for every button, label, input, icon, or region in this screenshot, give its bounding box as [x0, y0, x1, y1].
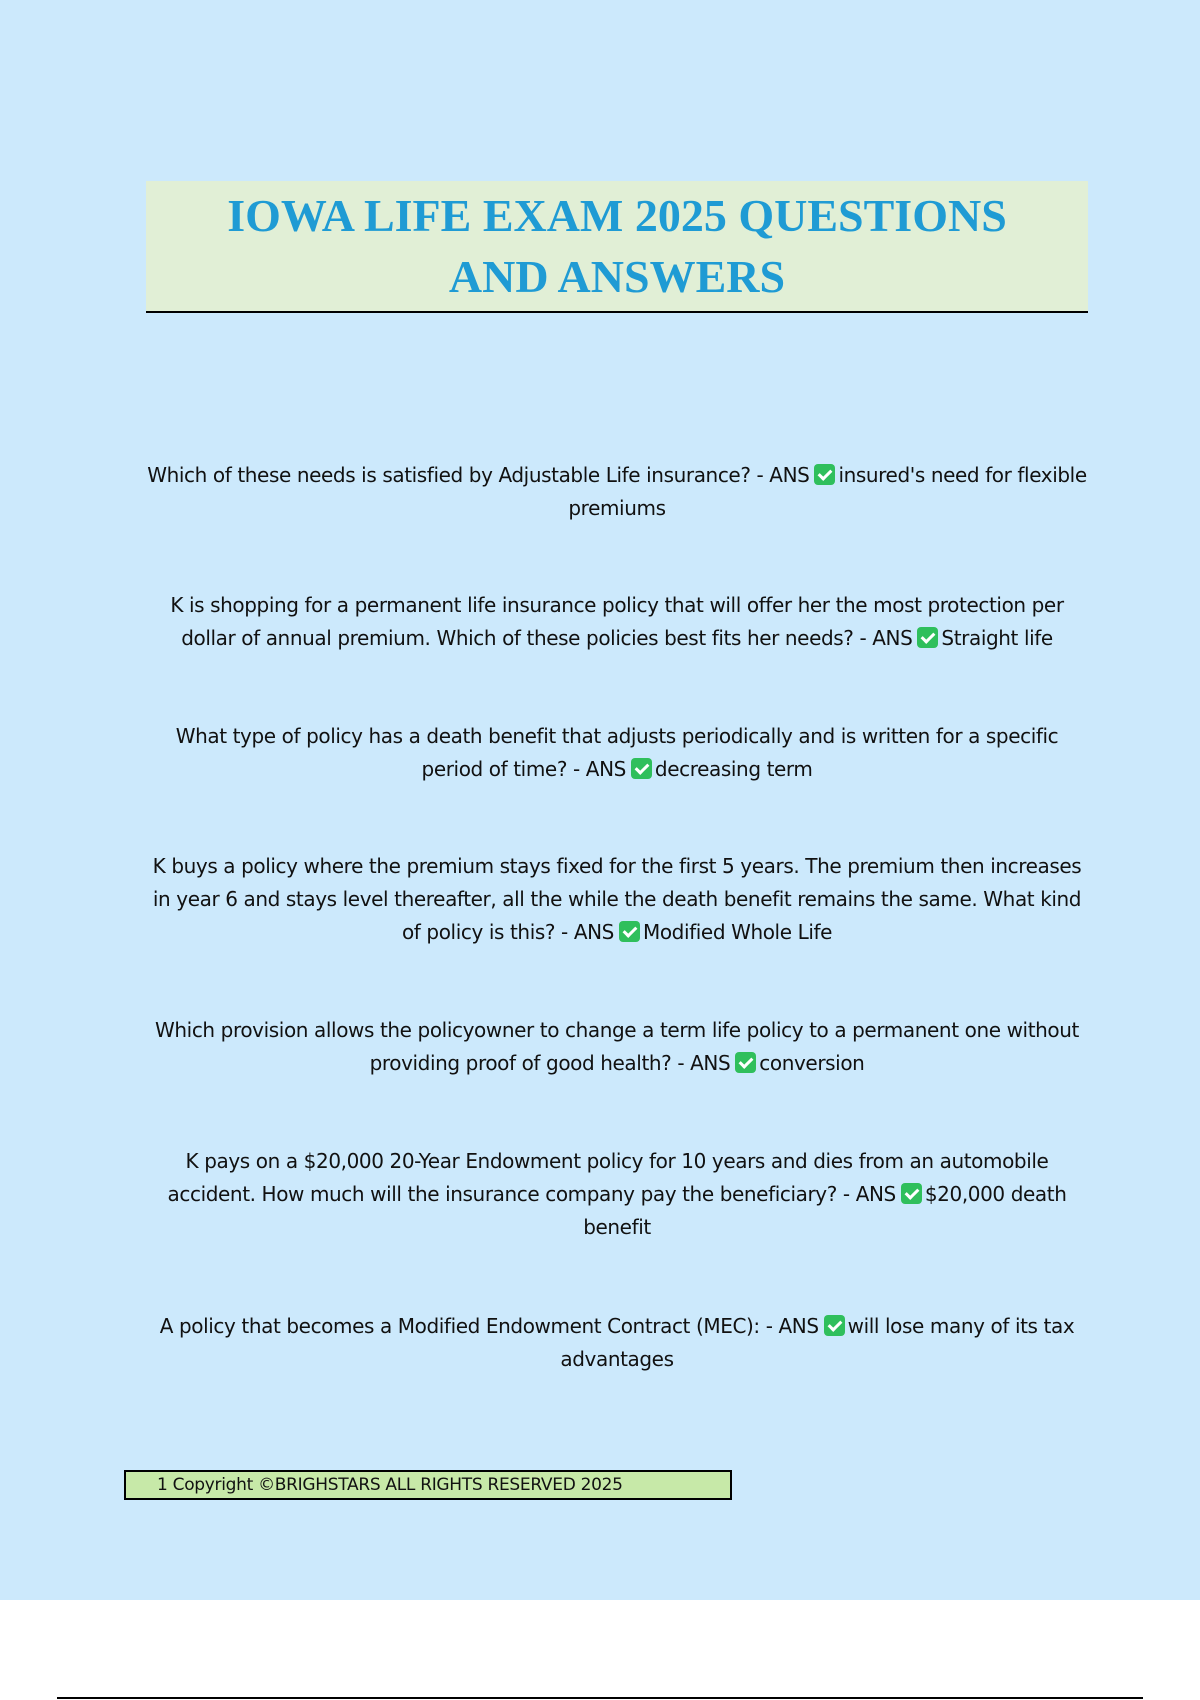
qa-item: [146, 850, 1088, 949]
question-text: A policy that becomes a Modified Endowment Contract (MEC): -: [159, 1314, 773, 1338]
check-mark-icon: [824, 1315, 845, 1336]
answer-text: $20,000 death benefit: [583, 1182, 1067, 1239]
qa-item: [146, 720, 1088, 786]
answer-text: insured's need for flexible premiums: [568, 463, 1087, 520]
answer-marker: ANS: [690, 1051, 731, 1075]
copyright-footer: [124, 1470, 732, 1500]
answer-marker: ANS: [573, 920, 614, 944]
answer-text: conversion: [759, 1051, 865, 1075]
qa-item: [146, 1014, 1088, 1080]
title-line-1: IOWA LIFE EXAM 2025 QUESTIONS: [227, 190, 1007, 241]
check-mark-icon: [901, 1183, 922, 1204]
answer-text: will lose many of its tax advantages: [560, 1314, 1075, 1371]
question-text: K buys a policy where the premium stays fixed for the first 5 years. The premium then increases in year 6 and stays level thereafter, all the while the death benefit remains the same. What kind of policy is this? -: [152, 854, 1082, 944]
document-title: [146, 181, 1088, 307]
qa-item: [146, 459, 1088, 525]
answer-marker: ANS: [855, 1182, 896, 1206]
question-text: What type of policy has a death benefit that adjusts periodically and is written for a specific period of time? -: [175, 724, 1059, 781]
answer-marker: ANS: [872, 626, 913, 650]
check-mark-icon: [735, 1052, 756, 1073]
answer-text: Modified Whole Life: [642, 920, 833, 944]
title-banner: [146, 181, 1088, 313]
title-line-2: AND ANSWERS: [448, 251, 786, 302]
page-bottom-rule: [57, 1697, 1143, 1699]
answer-marker: ANS: [778, 1314, 819, 1338]
check-mark-icon: [631, 758, 652, 779]
qa-item: [146, 589, 1088, 655]
question-text: Which of these needs is satisfied by Adjustable Life insurance? -: [147, 463, 764, 487]
answer-marker: ANS: [769, 463, 810, 487]
question-text: K pays on a $20,000 20-Year Endowment policy for 10 years and dies from an automobile accident. How much will the insurance company pay the beneficiary? -: [167, 1149, 1049, 1206]
answer-marker: ANS: [585, 757, 626, 781]
question-text: K is shopping for a permanent life insurance policy that will offer her the most protection per dollar of annual premium. Which of these policies best fits her needs? -: [170, 593, 1064, 650]
qa-item: [146, 1145, 1088, 1244]
check-mark-icon: [619, 921, 640, 942]
check-mark-icon: [814, 464, 835, 485]
qa-item: [146, 1310, 1088, 1376]
check-mark-icon: [917, 627, 938, 648]
copyright-text: 1 Copyright ©BRIGHSTARS ALL RIGHTS RESERVED 2025: [157, 1475, 623, 1495]
question-text: Which provision allows the policyowner to change a term life policy to a permanent one without providing proof of good health? -: [155, 1018, 1079, 1075]
answer-text: decreasing term: [654, 757, 813, 781]
answer-text: Straight life: [941, 626, 1053, 650]
